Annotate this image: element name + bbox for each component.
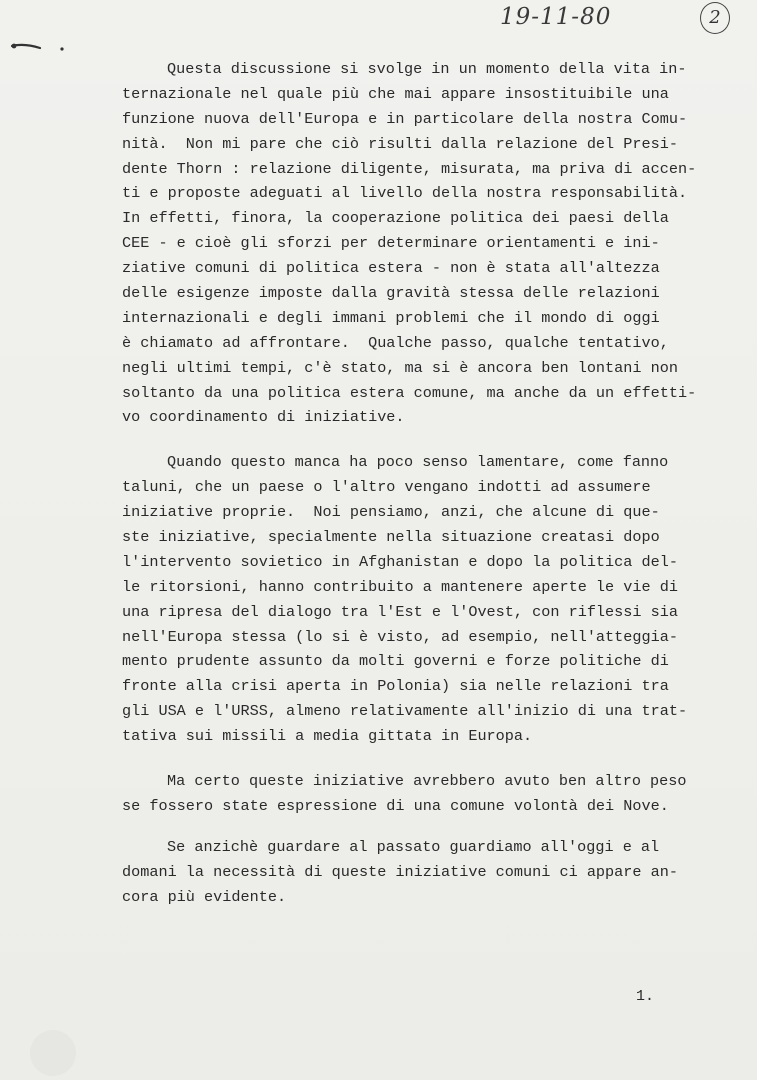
text-line: l'intervento sovietico in Afghanistan e dopo la politica del- <box>122 552 678 571</box>
text-line: CEE - e cioè gli sforzi per determinare orientamenti e ini- <box>122 234 660 253</box>
text-line: tativa sui missili a media gittata in Europa. <box>122 727 533 746</box>
text-line: vo coordinamento di iniziative. <box>122 408 405 427</box>
pen-mark-icon <box>10 38 70 58</box>
text-line: nità. Non mi pare che ciò risulti dalla relazione del Presi- <box>122 134 678 153</box>
paragraph-1 <box>122 57 722 430</box>
text-line: Quando questo manca ha poco senso lamentare, come fanno <box>167 453 669 472</box>
paragraph-3 <box>122 769 722 819</box>
text-line: mento prudente assunto da molti governi e forze politiche di <box>122 652 669 671</box>
text-line: In effetti, finora, la cooperazione politica dei paesi della <box>122 209 669 228</box>
text-line: funzione nuova dell'Europa e in particolare della nostra Comu- <box>122 109 688 128</box>
text-line: iniziative proprie. Noi pensiamo, anzi, che alcune di que- <box>122 503 660 522</box>
text-line: le ritorsioni, hanno contribuito a mantenere aperte le vie di <box>122 577 678 596</box>
text-line: ti e proposte adeguati al livello della nostra responsabilità. <box>122 184 688 203</box>
text-line: gli USA e l'URSS, almeno relativamente all'inizio di una trat- <box>122 702 688 721</box>
text-line: una ripresa del dialogo tra l'Est e l'Ovest, con riflessi sia <box>122 602 678 621</box>
text-line: internazionali e degli immani problemi che il mondo di oggi <box>122 308 660 327</box>
text-line: ziative comuni di politica estera - non è stata all'altezza <box>122 259 660 278</box>
text-line: nell'Europa stessa (lo si è visto, ad esempio, nell'atteggia- <box>122 627 678 646</box>
text-line: ste iniziative, specialmente nella situazione creatasi dopo <box>122 528 660 547</box>
text-line: se fossero state espressione di una comune volontà dei Nove. <box>122 796 669 815</box>
text-line: Se anzichè guardare al passato guardiamo all'oggi e al <box>167 837 660 856</box>
text-line: Ma certo queste iniziative avrebbero avuto ben altro peso <box>167 772 687 791</box>
circled-page-marker: 2 <box>700 2 730 34</box>
watermark-seal-icon <box>30 1030 76 1076</box>
text-line: dente Thorn : relazione diligente, misurata, ma priva di accen- <box>122 159 697 178</box>
paragraph-4 <box>122 835 722 910</box>
text-line: soltanto da una politica estera comune, ma anche da un effetti- <box>122 383 697 402</box>
text-line: cora più evidente. <box>122 887 287 906</box>
text-line: è chiamato ad affrontare. Qualche passo, qualche tentativo, <box>122 333 669 352</box>
handwritten-date: 19-11-80 <box>500 4 612 30</box>
paragraph-2 <box>122 450 722 749</box>
text-line: ternazionale nel quale più che mai appare insostituibile una <box>122 84 669 103</box>
text-line: domani la necessità di queste iniziative comuni ci appare an- <box>122 862 678 881</box>
page-number: 1. <box>636 988 655 1005</box>
text-line: negli ultimi tempi, c'è stato, ma si è ancora ben lontani non <box>122 358 678 377</box>
text-line: delle esigenze imposte dalla gravità stessa delle relazioni <box>122 284 660 303</box>
text-line: Questa discussione si svolge in un momento della vita in- <box>167 60 687 78</box>
text-line: fronte alla crisi aperta in Polonia) sia nelle relazioni tra <box>122 677 669 696</box>
text-line: taluni, che un paese o l'altro vengano indotti ad assumere <box>122 478 651 497</box>
typed-body <box>122 57 722 910</box>
